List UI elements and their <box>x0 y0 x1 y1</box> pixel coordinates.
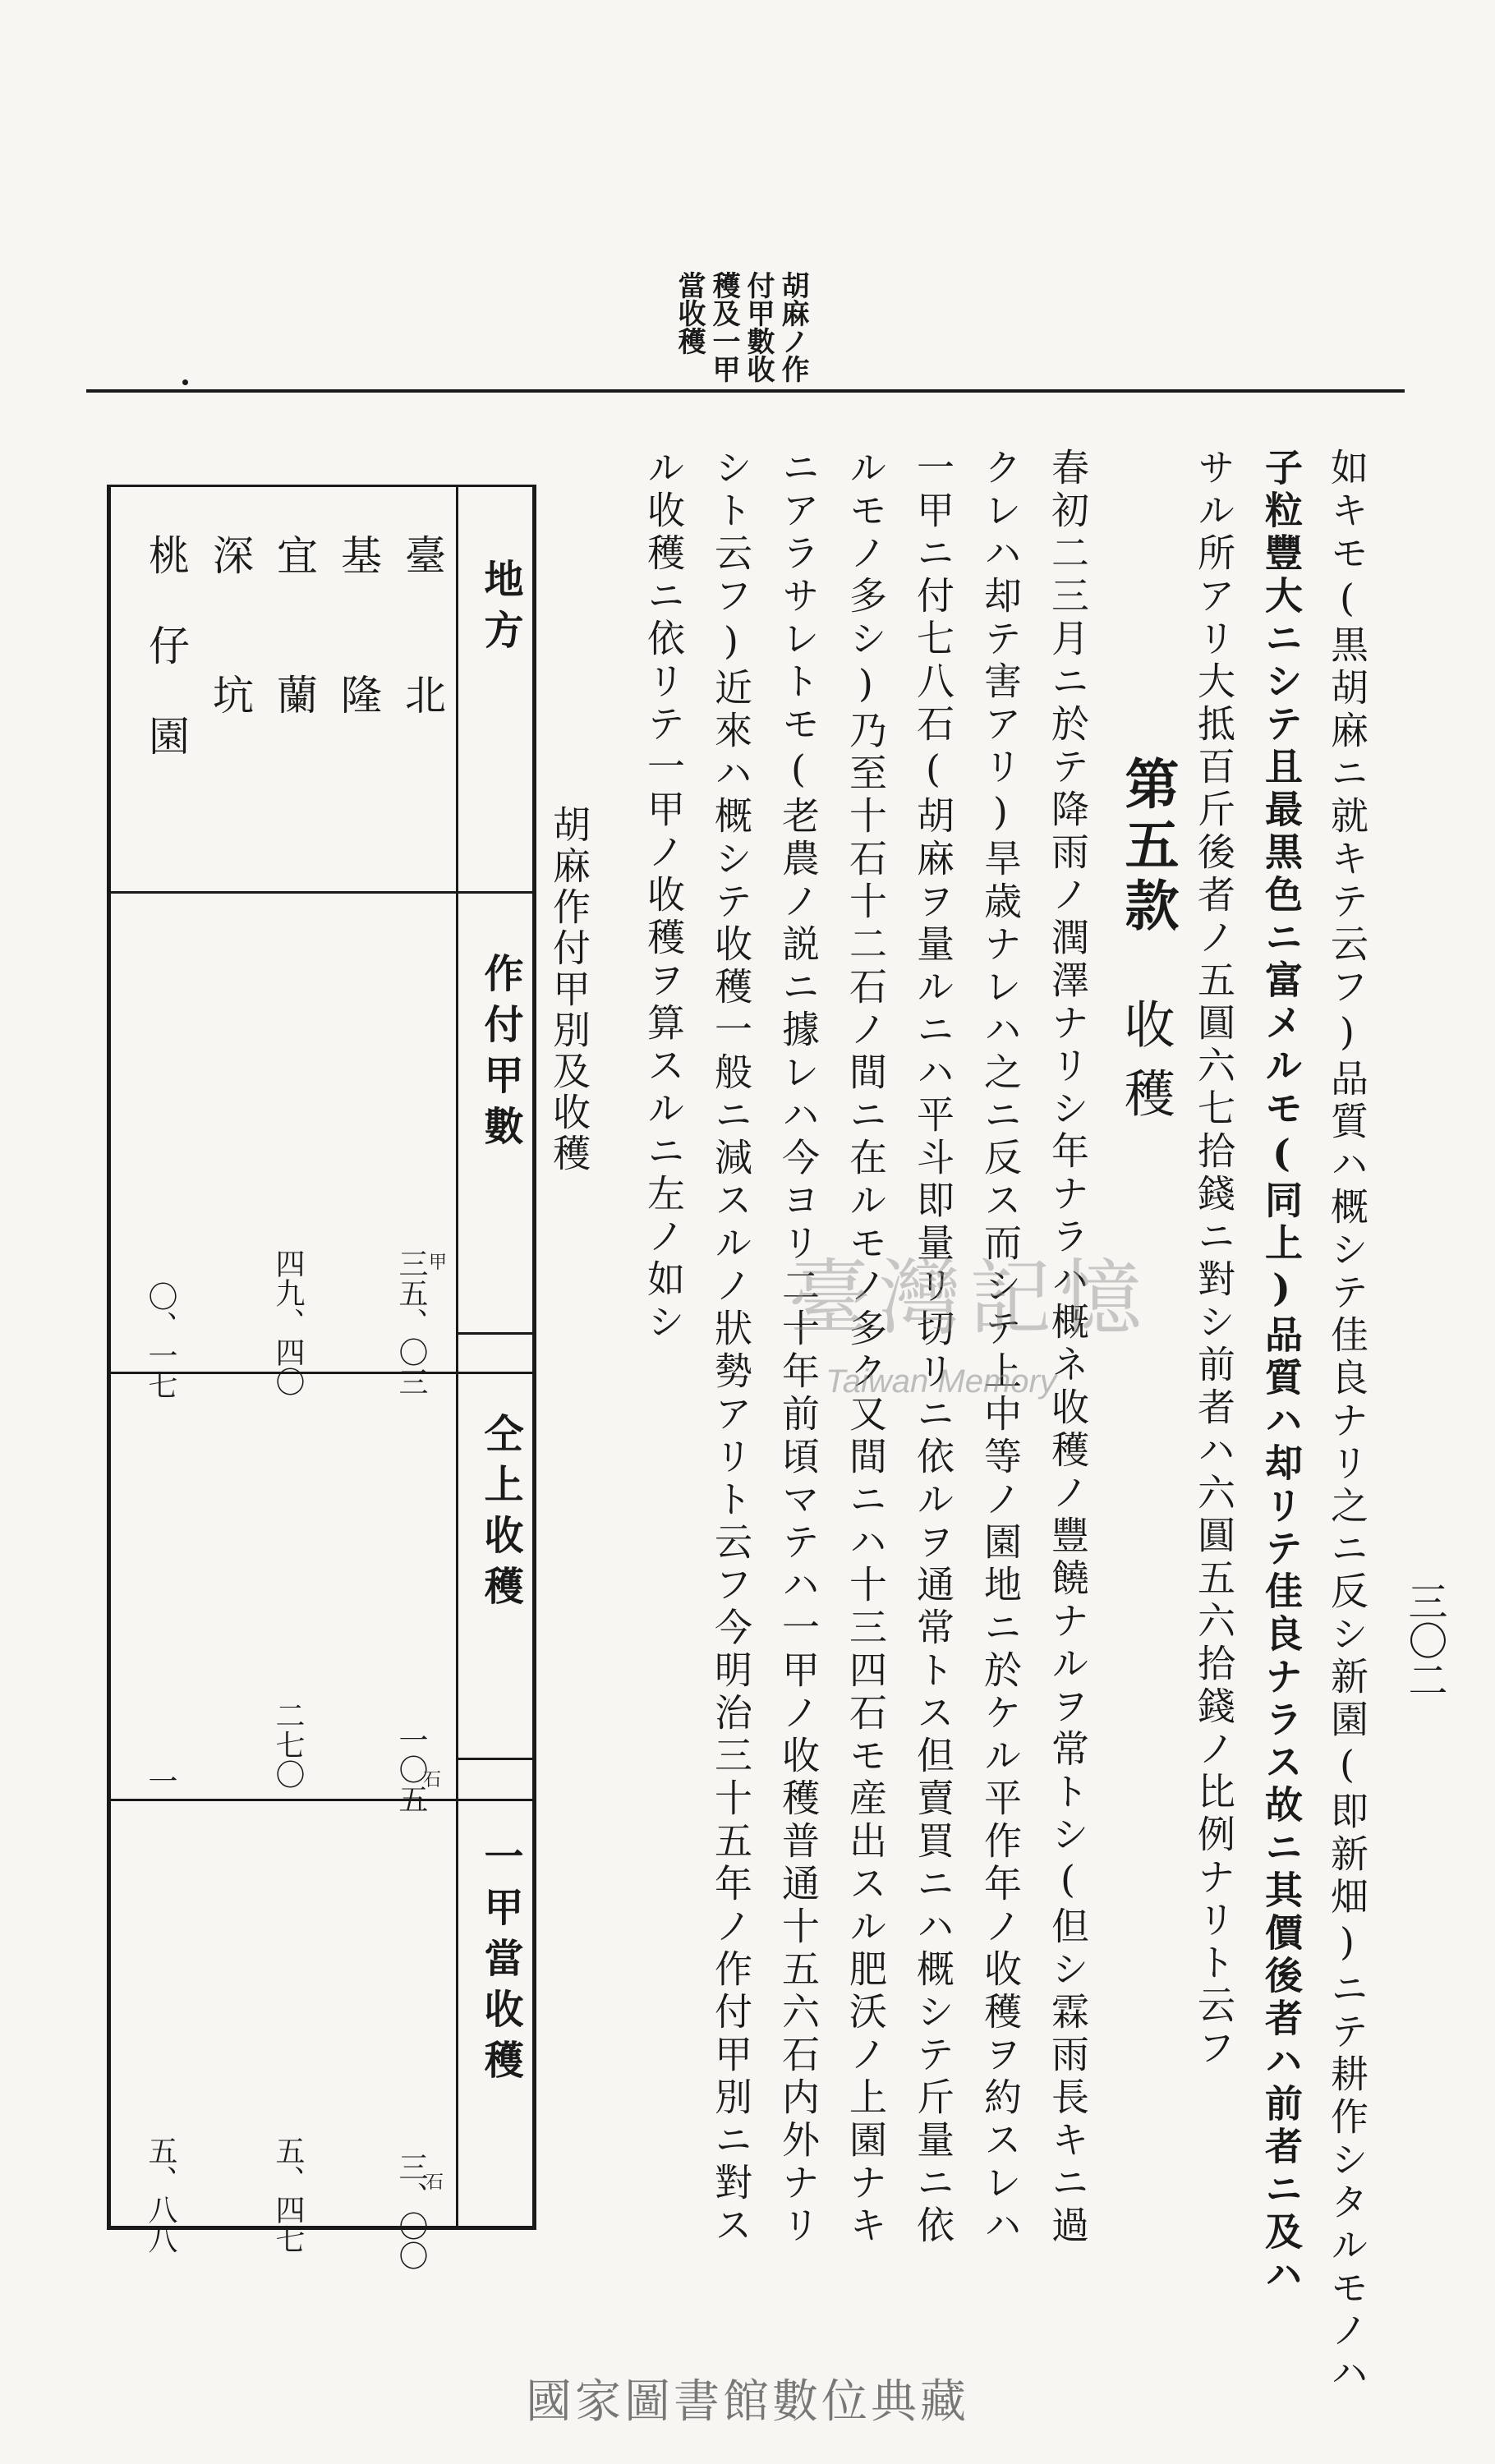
margin-header <box>669 271 809 386</box>
body-column: 子粒豐大ニシテ且最黒色ニ富メルモ(同上)品質ハ却リテ佳良ナラス故ニ其價後者ハ前者ニ及ハ <box>1259 448 1304 2297</box>
table-header-rule <box>456 485 458 2230</box>
watermark-logo-subtext: Taiwan Memory <box>826 1363 1056 1400</box>
body-column: ル收穫ニ依リテ一甲ノ收穫ヲ算スルニ左ノ如シ <box>642 448 686 1345</box>
unit-volume-label: 石 <box>423 1770 442 1791</box>
body-column: 如キモ(黒胡麻ニ就キテ云フ)品質ハ概シテ佳良ナリ之ニ反シ新園(即新畑)ニテ耕作シタルモノハ <box>1325 448 1369 2396</box>
section-heading: 第五款 <box>1116 756 1180 938</box>
table-row-divider <box>107 1799 536 1801</box>
table-cell-region: 桃仔園 <box>142 534 190 805</box>
table-cell-area: 〇、一七 <box>144 1281 177 1400</box>
table-cell-area: 三五、〇三 <box>394 1248 428 1396</box>
table-cell-per-kou: 五、四七 <box>271 2135 305 2254</box>
table-cell-region: 宜蘭 <box>270 534 318 813</box>
table-cell-area: 四九、四〇 <box>271 1248 305 1396</box>
table-cell-region: 基隆 <box>334 534 382 813</box>
body-column: サル所アリ大抵百斤後者ノ五圓六七拾錢ニ對シ前者ハ六圓五六拾錢ノ比例ナリト云フ <box>1192 448 1236 2071</box>
unit-volume-label: 石 <box>426 2172 444 2193</box>
body-column: クレハ却テ害アリ)旱歳ナレハ之ニ反ス而シテ上中等ノ園地ニ於ケル平作年ノ收穫ヲ約スレハ <box>978 448 1023 2248</box>
table-header-region: 地方 <box>477 559 523 660</box>
table-cell-region: 臺北 <box>398 534 446 813</box>
table-header-divider <box>456 1332 536 1335</box>
table-caption: 胡麻作付甲別及收穫 <box>547 805 591 1175</box>
footer-credit: 國家圖書館數位典藏 <box>526 2375 969 2429</box>
header-dot <box>182 379 188 385</box>
table-cell-harvest: 二七〇 <box>271 1700 305 1789</box>
table-cell-region: 深坑 <box>206 534 254 813</box>
table-top-rule <box>107 485 534 487</box>
margin-header-line: 穫及一甲 <box>707 271 740 383</box>
body-column: シト云フ)近來ハ概シテ收穫一般ニ減スルノ狀勢アリト云フ今明治三十五年ノ作付甲別ニ對ス <box>709 448 753 2248</box>
table-cell-harvest: 一〇五 <box>394 1725 428 1814</box>
table-cell-harvest: 一 <box>144 1766 177 1795</box>
table-header-per-kou: 一甲當收穫 <box>477 1836 523 2090</box>
table-left-rule <box>107 485 111 2230</box>
page-number: 三〇二 <box>1401 1581 1447 1699</box>
table-header-harvest: 仝上收穫 <box>477 1413 523 1616</box>
header-rule <box>86 389 1405 393</box>
table-right-rule <box>532 485 536 2230</box>
section-subheading: 收穫 <box>1116 998 1175 1136</box>
margin-header-line: 胡麻ノ作 <box>776 271 809 383</box>
margin-header-line: 當收穫 <box>673 271 706 355</box>
table-cell-per-kou: 三、〇〇 <box>394 2152 428 2270</box>
watermark-logo-text: 臺灣記憶 <box>789 1250 1150 1346</box>
table-header-area: 作付甲數 <box>477 953 523 1156</box>
body-column: 一甲ニ付七八石(胡麻ヲ量ルニハ平斗即量リ切リニ依ルヲ通常トス但賣買ニハ概シテ斤量ニ依 <box>911 448 955 2248</box>
unit-area-label: 甲 <box>429 1253 448 1273</box>
body-column: ルモノ多シ)乃至十石十二石ノ間ニ在ルモノ多ク又間ニハ十三四石モ産出スル肥沃ノ上園ナキ <box>844 448 888 2248</box>
table-header-divider <box>456 1758 536 1760</box>
margin-header-line: 付甲數收 <box>742 271 775 383</box>
table-cell-per-kou: 五、八八 <box>144 2135 177 2254</box>
body-column: ニアラサレトモ(老農ノ説ニ據レハ今ヨリ二十年前頃マテハ一甲ノ收穫普通十五六石内外ナリ <box>776 448 821 2248</box>
body-column: 春初二三月ニ於テ降雨ノ潤澤ナリシ年ナラハ概ネ收穫ノ豐饒ナルヲ常トシ(但シ霖雨長キニ過 <box>1046 448 1090 2248</box>
table-row-divider <box>107 891 536 894</box>
